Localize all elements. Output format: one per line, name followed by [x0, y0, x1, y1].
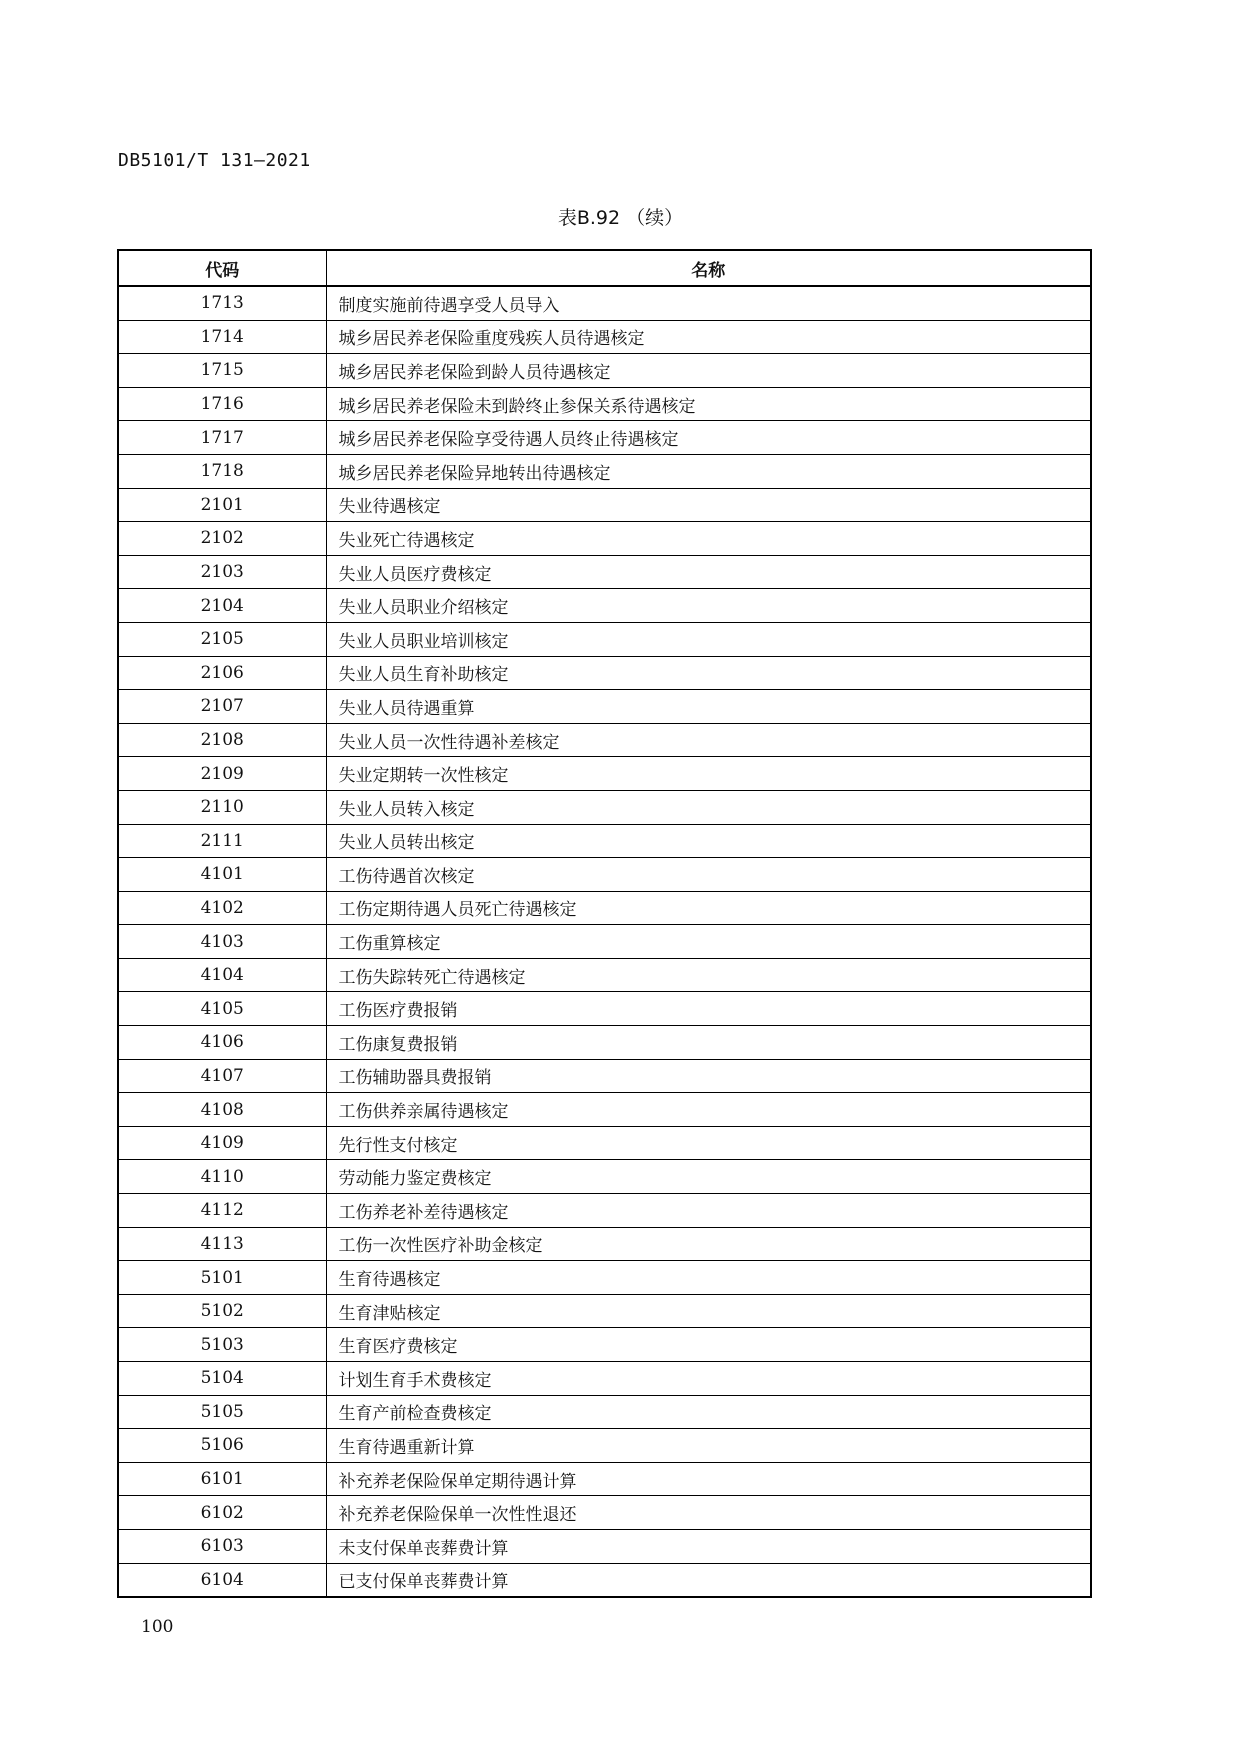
table-row	[118, 1026, 1091, 1060]
row-name: 工伤待遇首次核定	[326, 858, 1091, 892]
row-code: 6101	[118, 1462, 326, 1496]
row-code: 2107	[118, 690, 326, 724]
row-name: 生育津贴核定	[326, 1294, 1091, 1328]
row-name: 工伤辅助器具费报销	[326, 1059, 1091, 1093]
row-code: 1717	[118, 421, 326, 455]
row-name: 失业人员职业培训核定	[326, 622, 1091, 656]
table-row	[118, 1395, 1091, 1429]
table-row	[118, 387, 1091, 421]
row-name: 工伤定期待遇人员死亡待遇核定	[326, 891, 1091, 925]
row-code: 2106	[118, 656, 326, 690]
row-name: 工伤一次性医疗补助金核定	[326, 1227, 1091, 1261]
row-code: 2110	[118, 790, 326, 824]
row-code: 5101	[118, 1261, 326, 1295]
table-row	[118, 1093, 1091, 1127]
row-code: 6104	[118, 1563, 326, 1597]
row-name: 城乡居民养老保险到龄人员待遇核定	[326, 354, 1091, 388]
document-id: DB5101/T 131—2021	[118, 150, 311, 171]
table-row	[118, 1529, 1091, 1563]
row-name: 生育产前检查费核定	[326, 1395, 1091, 1429]
table-row	[118, 589, 1091, 623]
row-name: 工伤康复费报销	[326, 1026, 1091, 1060]
table-row	[118, 824, 1091, 858]
row-code: 2108	[118, 723, 326, 757]
code-table	[117, 249, 1092, 1598]
row-name: 先行性支付核定	[326, 1126, 1091, 1160]
row-code: 4112	[118, 1194, 326, 1228]
table-row	[118, 757, 1091, 791]
table-row	[118, 1328, 1091, 1362]
row-name: 城乡居民养老保险重度残疾人员待遇核定	[326, 320, 1091, 354]
table-row	[118, 690, 1091, 724]
row-code: 5106	[118, 1429, 326, 1463]
table-row	[118, 1261, 1091, 1295]
table-row	[118, 555, 1091, 589]
table-row	[118, 1563, 1091, 1597]
row-name: 制度实施前待遇享受人员导入	[326, 286, 1091, 320]
row-code: 1715	[118, 354, 326, 388]
row-code: 1718	[118, 454, 326, 488]
row-name: 失业人员待遇重算	[326, 690, 1091, 724]
row-code: 4102	[118, 891, 326, 925]
row-name: 失业人员职业介绍核定	[326, 589, 1091, 623]
row-name: 工伤养老补差待遇核定	[326, 1194, 1091, 1228]
row-name: 生育待遇核定	[326, 1261, 1091, 1295]
table-row	[118, 1429, 1091, 1463]
table-row	[118, 421, 1091, 455]
row-code: 4113	[118, 1227, 326, 1261]
table-row	[118, 1227, 1091, 1261]
row-name: 工伤供养亲属待遇核定	[326, 1093, 1091, 1127]
row-name: 失业人员转出核定	[326, 824, 1091, 858]
row-code: 1713	[118, 286, 326, 320]
table-row	[118, 320, 1091, 354]
table-caption: 表B.92 （续）	[557, 207, 684, 229]
table-body	[118, 286, 1091, 1597]
table-row	[118, 1496, 1091, 1530]
row-code: 4106	[118, 1026, 326, 1060]
row-name: 失业人员转入核定	[326, 790, 1091, 824]
row-name: 补充养老保险保单一次性性退还	[326, 1496, 1091, 1530]
row-code: 4107	[118, 1059, 326, 1093]
row-code: 4105	[118, 992, 326, 1026]
row-name: 失业定期转一次性核定	[326, 757, 1091, 791]
table-row	[118, 925, 1091, 959]
table-row	[118, 1294, 1091, 1328]
row-code: 4108	[118, 1093, 326, 1127]
row-code: 1716	[118, 387, 326, 421]
row-code: 2105	[118, 622, 326, 656]
row-code: 4110	[118, 1160, 326, 1194]
row-name: 生育待遇重新计算	[326, 1429, 1091, 1463]
table-row	[118, 1194, 1091, 1228]
table-row	[118, 992, 1091, 1026]
row-name: 已支付保单丧葬费计算	[326, 1563, 1091, 1597]
table-row	[118, 1059, 1091, 1093]
row-code: 5103	[118, 1328, 326, 1362]
table-row	[118, 488, 1091, 522]
table-row	[118, 454, 1091, 488]
row-name: 工伤重算核定	[326, 925, 1091, 959]
row-code: 5102	[118, 1294, 326, 1328]
row-name: 失业人员生育补助核定	[326, 656, 1091, 690]
row-code: 2101	[118, 488, 326, 522]
table-row	[118, 1126, 1091, 1160]
table-row	[118, 622, 1091, 656]
row-code: 2109	[118, 757, 326, 791]
row-name: 劳动能力鉴定费核定	[326, 1160, 1091, 1194]
table-row	[118, 723, 1091, 757]
table-row	[118, 286, 1091, 320]
row-code: 6103	[118, 1529, 326, 1563]
row-code: 2111	[118, 824, 326, 858]
row-code: 2104	[118, 589, 326, 623]
row-code: 6102	[118, 1496, 326, 1530]
table-row	[118, 1462, 1091, 1496]
row-code: 4101	[118, 858, 326, 892]
row-name: 失业人员一次性待遇补差核定	[326, 723, 1091, 757]
row-name: 补充养老保险保单定期待遇计算	[326, 1462, 1091, 1496]
table-row	[118, 522, 1091, 556]
page-number: 100	[141, 1617, 174, 1637]
row-name: 城乡居民养老保险未到龄终止参保关系待遇核定	[326, 387, 1091, 421]
row-code: 2103	[118, 555, 326, 589]
column-header-name: 名称	[326, 250, 1091, 286]
row-name: 失业待遇核定	[326, 488, 1091, 522]
row-name: 失业人员医疗费核定	[326, 555, 1091, 589]
row-name: 计划生育手术费核定	[326, 1362, 1091, 1396]
row-name: 城乡居民养老保险异地转出待遇核定	[326, 454, 1091, 488]
row-code: 1714	[118, 320, 326, 354]
row-code: 4103	[118, 925, 326, 959]
table-row	[118, 1160, 1091, 1194]
table-header-row	[118, 250, 1091, 286]
row-name: 失业死亡待遇核定	[326, 522, 1091, 556]
row-name: 未支付保单丧葬费计算	[326, 1529, 1091, 1563]
row-code: 2102	[118, 522, 326, 556]
row-name: 城乡居民养老保险享受待遇人员终止待遇核定	[326, 421, 1091, 455]
row-code: 4104	[118, 958, 326, 992]
row-name: 生育医疗费核定	[326, 1328, 1091, 1362]
table-row	[118, 958, 1091, 992]
table-row	[118, 790, 1091, 824]
row-code: 5104	[118, 1362, 326, 1396]
column-header-code: 代码	[118, 250, 326, 286]
row-code: 4109	[118, 1126, 326, 1160]
table-row	[118, 656, 1091, 690]
row-name: 工伤失踪转死亡待遇核定	[326, 958, 1091, 992]
table-row	[118, 858, 1091, 892]
row-name: 工伤医疗费报销	[326, 992, 1091, 1026]
table-row	[118, 1362, 1091, 1396]
row-code: 5105	[118, 1395, 326, 1429]
table-row	[118, 891, 1091, 925]
table-row	[118, 354, 1091, 388]
